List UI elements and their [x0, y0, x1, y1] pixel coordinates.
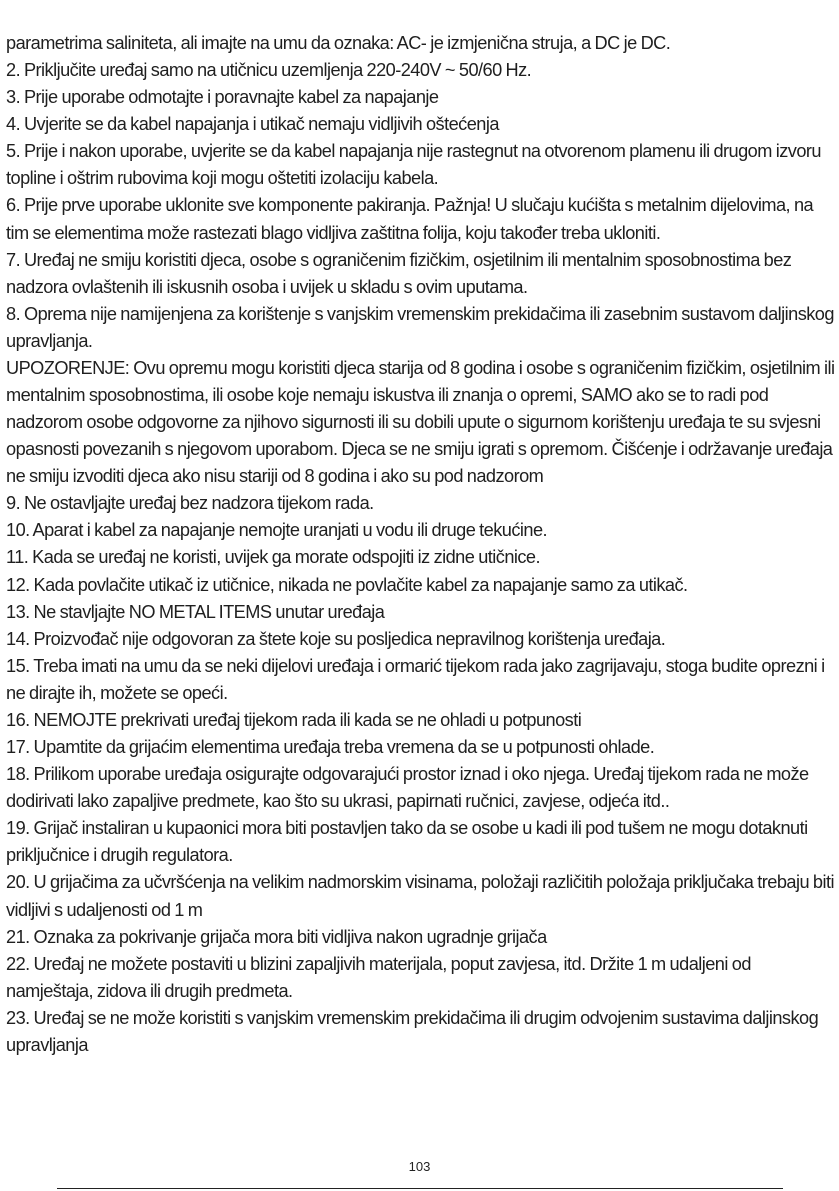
- instruction-item-14: 14. Proizvođač nije odgovoran za štete koje su posljedica nepravilnog korištenja uređaja.: [6, 628, 666, 649]
- instruction-item-21: 21. Oznaka za pokrivanje grijača mora biti vidljiva nakon ugradnje grijača: [6, 926, 547, 947]
- instruction-item-12: 12. Kada povlačite utikač iz utičnice, nikada ne povlačite kabel za napajanje samo za utikač.: [6, 574, 688, 595]
- instruction-item-19: 19. Grijač instaliran u kupaonici mora biti postavljen tako da se osobe u kadi ili pod tušem ne mogu dotaknuti priključnice i drugih regulatora.: [6, 818, 808, 866]
- instruction-text: [6, 30, 838, 1059]
- instruction-item-15: 15. Treba imati na umu da se neki dijelovi uređaja i ormarić tijekom rada jako zagrijavaju, stoga budite oprezni i ne dirajte ih, možete se opeći.: [6, 655, 825, 703]
- instruction-item-7: 7. Uređaj ne smiju koristiti djeca, osobe s ograničenim fizičkim, osjetilnim ili mentalnim sposobnostima bez nadzora ovlaštenih ili iskusnih osoba i uvijek u skladu s ovim uputama.: [6, 249, 792, 297]
- instruction-item-18: 18. Prilikom uporabe uređaja osigurajte odgovarajući prostor iznad i oko njega. Uređaj tijekom rada ne može dodirivati lako zapaljive predmete, kao što su ukrasi, papirnati ručnici, zavjese, odjeća itd..: [6, 764, 809, 812]
- instruction-item-8: 8. Oprema nije namijenjena za korištenje s vanjskim vremenskim prekidačima ili zasebnim sustavom daljinskog upravljanja.: [6, 303, 834, 351]
- instruction-item-5: 5. Prije i nakon uporabe, uvjerite se da kabel napajanja nije rastegnut na otvorenom plamenu ili drugom izvoru topline i oštrim rubovima koji mogu oštetiti izolaciju kabela.: [6, 141, 821, 189]
- instruction-item-22: 22. Uređaj ne možete postaviti u blizini zapaljivih materijala, poput zavjesa, itd. Držite 1 m udaljeni od namještaja, zidova ili drugih predmeta.: [6, 953, 751, 1001]
- instruction-item-4: 4. Uvjerite se da kabel napajanja i utikač nemaju vidljivih oštećenja: [6, 114, 499, 135]
- page-number: 103: [408, 1159, 431, 1174]
- instruction-item-16: 16. NEMOJTE prekrivati uređaj tijekom rada ili kada se ne ohladi u potpunosti: [6, 709, 582, 730]
- instruction-item-11: 11. Kada se uređaj ne koristi, uvijek ga morate odspojiti iz zidne utičnice.: [6, 547, 540, 568]
- warning-paragraph: UPOZORENJE: Ovu opremu mogu koristiti djeca starija od 8 godina i osobe s ograničenim fizičkim, osjetilnim ili mentalnim sposobnostima, ili osobe koje nemaju iskustva ili znanja o opremi, SAMO ako se to radi pod nadzorom osobe odgovorne za njihovo sigurnosti ili su dobili upute o sigurnom korištenju uređaja te su svjesni opasnosti povezanih s njegovom uporabom. Djeca se ne smiju igrati s opremom. Čišćenje i održavanje uređaja ne smiju izvoditi djeca ako nisu stariji od 8 godina i ako su pod nadzorom: [6, 357, 835, 487]
- paragraph-continuation: parametrima saliniteta, ali imajte na umu da oznaka: AC- je izmjenična struja, a DC je DC.: [6, 33, 671, 53]
- instruction-item-9: 9. Ne ostavljajte uređaj bez nadzora tijekom rada.: [6, 493, 374, 514]
- instruction-item-3: 3. Prije uporabe odmotajte i poravnajte kabel za napajanje: [6, 87, 439, 108]
- instruction-item-17: 17. Upamtite da grijaćim elementima uređaja treba vremena da se u potpunosti ohlade.: [6, 737, 655, 758]
- footer-divider: [57, 1188, 783, 1189]
- instruction-item-20: 20. U grijačima za učvršćenja na velikim nadmorskim visinama, položaji različitih položaja priključaka trebaju biti vidljivi s udaljenosti od 1 m: [6, 872, 834, 920]
- instruction-item-23: 23. Uređaj se ne može koristiti s vanjskim vremenskim prekidačima ili drugim odvojenim sustavima daljinskog upravljanja: [6, 1007, 819, 1055]
- instruction-item-6: 6. Prije prve uporabe uklonite sve komponente pakiranja. Pažnja! U slučaju kućišta s metalnim dijelovima, na tim se elementima može rastezati blago vidljiva zaštitna folija, koju također treba ukloniti.: [6, 195, 814, 243]
- instruction-item-10: 10. Aparat i kabel za napajanje nemojte uranjati u vodu ili druge tekućine.: [6, 520, 548, 541]
- instruction-item-13: 13. Ne stavljajte NO METAL ITEMS unutar uređaja: [6, 601, 385, 622]
- instruction-item-2: 2. Priključite uređaj samo na utičnicu uzemljenja 220-240V ~ 50/60 Hz.: [6, 60, 532, 81]
